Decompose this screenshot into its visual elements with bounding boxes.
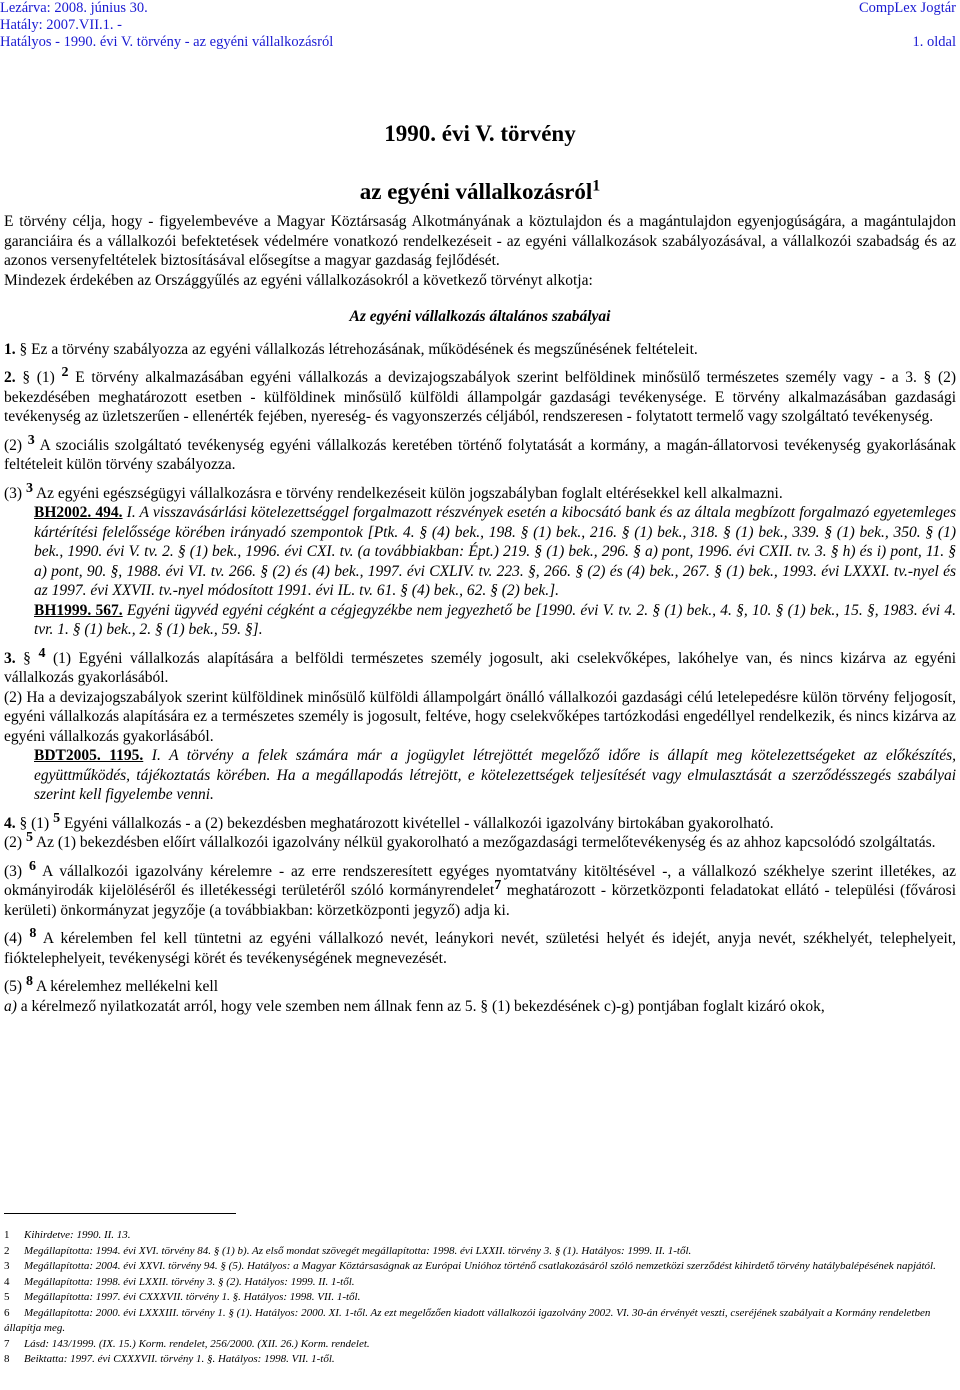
section-number: 1.	[4, 340, 16, 358]
section-2-para-2	[4, 432, 956, 475]
footnote-number: 7	[4, 1337, 10, 1350]
page-header-right	[859, 0, 956, 51]
paragraph-text: Egyéni vállalkozás - a (2) bekezdésben meghatározott kivétellel - vállalkozói igazolvány birtokában gyakorolható.	[63, 814, 774, 832]
footnote-ref[interactable]: 7	[494, 877, 502, 893]
footnote-ref[interactable]: 4	[38, 645, 46, 661]
footnote-text: Megállapította: 1998. évi LXXII. törvény 3. § (2). Hatályos: 1999. II. 1-től.	[24, 1275, 355, 1288]
paragraph-number: (1)	[36, 369, 55, 386]
court-decision-link[interactable]: BH2002. 494.	[34, 504, 123, 521]
footnote-number: 8	[4, 1353, 10, 1365]
section-4-para-4	[4, 925, 956, 968]
footnote-text: Megállapította: 1994. évi XVI. törvény 84. § (1) b). Az első mondat szövegét megállapította: 1998. évi LXXII. törvény 3. § (1). Hatályos: 1999. II. 1-től.	[24, 1244, 692, 1257]
footnote-number: 4	[4, 1275, 10, 1288]
footnote-text: Beiktatta: 1997. évi CXXXVII. törvény 1. §. Hatályos: 1998. VII. 1-től.	[24, 1353, 335, 1365]
paragraph-text: Az (1) bekezdésben előírt vállalkozói igazolvány nélkül gyakorolható a mezőgazdasági termelőtevékenység és az ahhoz kapcsolódó szolgáltatás.	[35, 834, 936, 851]
section-number: 3.	[4, 649, 16, 667]
paragraph-number: (3)	[4, 862, 23, 880]
section-2-para-3	[4, 480, 956, 504]
court-decision-text: I. A törvény a felek számára már a jogügylet létrejöttét megelőző időre is állapít meg kötelezettségeket az előkészítés, együttműködés, tájékoztatás körében. Ha a megállapodás létrejött, e kötelezettségek teljesítését vagy elmulasztását a szerződésszegés szabályai szerint kell figyelembe venni.	[34, 747, 956, 803]
section-3-para-1	[4, 645, 957, 688]
paragraph-number: (4)	[4, 930, 23, 947]
paragraph-number: (5)	[4, 978, 23, 995]
footnote-text: Megállapította: 2000. évi LXXXIII. törvény 1. § (1). Hatályos: 2000. XI. 1-től. Az ezt megelőzően kiadott vállalkozói igazolvány 2002. VI. 30-án érvényét veszti, cseréjének szabályait a Kormány rendeletben állapítja meg.	[4, 1306, 931, 1334]
paragraph-sign: §	[22, 369, 31, 386]
section-number: 4.	[4, 814, 16, 832]
paragraph-text: A kérelemhez mellékelni kell	[35, 978, 219, 995]
footnote	[4, 1306, 956, 1337]
footnote	[4, 1290, 956, 1306]
footnote	[4, 1275, 956, 1291]
paragraph-number: (3)	[4, 484, 23, 502]
footnote-text: Kihirdetve: 1990. II. 13.	[24, 1229, 131, 1241]
document-body	[4, 120, 956, 1016]
section-4-para-2	[4, 829, 956, 853]
paragraph-number: (1)	[31, 814, 50, 832]
court-decision-text: Egyéni ügyvéd egyéni cégként a cégjegyzékbe nem jegyezhető be [1990. évi V. tv. 2. § (1) bek., 4. §, 10. § (1) bek., 15. §, 1983. évi 4. tvr. 1. § (1) bek., 2. § (1) bek., 59. §].	[34, 601, 956, 638]
point-text: a kérelmező nyilatkozatát arról, hogy vele szemben nem állnak fenn az 5. § (1) bekezdésének c)-g) pontjában foglalt kizáró okok,	[20, 997, 825, 1015]
footnote-number: 6	[4, 1306, 10, 1319]
header-document-name: Hatályos - 1990. évi V. törvény - az egyéni vállalkozásról	[0, 34, 334, 50]
footnote-text: Megállapította: 1997. évi CXXXVII. törvény 1. §. Hatályos: 1998. VII. 1-től.	[24, 1291, 361, 1303]
section-text: Ez a törvény szabályozza az egyéni vállalkozás létrehozásának, működésének és megszűnésének feltételeit.	[31, 340, 698, 358]
header-effect-date: Hatály: 2007.VII.1. -	[0, 17, 123, 33]
document-subtitle	[4, 178, 956, 206]
section-4-para-3	[4, 858, 957, 921]
footnote	[4, 1228, 956, 1244]
point-letter: a)	[4, 997, 17, 1015]
footnote-number: 1	[4, 1229, 10, 1241]
footnote-ref[interactable]: 3	[25, 480, 33, 496]
court-decision-text: I. A visszavásárlási kötelezettséggel forgalmazott részvények esetén a kibocsátó bank és az általa megbízott forgalmazó egyetemleges kártérítési felelőssége körében irányadó szempontok [Ptk. 4. § (4) bek., 198. § (1) bek., 216. § (1) bek., 318. § (1) bek., 339. § (1) bek., 350. § (1) bek., 1990. évi V. tv. 2. § (1) bek., 1996. évi CXI. tv. (a továbbiakban: Épt.) 219. § (1) bek., 296. § a) pont, 1996. évi CXII. tv. 3. § h) és i) pont, 11. § a) pont, 90. §, 1988. évi VI. tv. 266. § (2) és (4) bek., 1997. évi CXLIV. tv. 223. §, 266. § (2) és (4) bek., 267. § (1) bek., 1993. évi LXXXI. tv.-nyel és az 1997. évi XXVII. tv.-nyel módosított 1991. évi IL. tv. 61. § (4) bek., 62. § (2) bek.].	[34, 504, 957, 599]
header-closed-date: Lezárva: 2008. június 30.	[0, 0, 148, 16]
paragraph-text: E törvény alkalmazásában egyéni vállalkozás a devizajogszabályok szerint belföldinek minősülő természetes személy vagy - a 3. § (2) bekezdésében meghatározott esetben - külföldinek minősülő külföldi állampolgár gazdasági tevékenysége. E törvény alkalmazásában gazdasági tevékenység az üzletszerűen - ellenérték fejében, nyereség- és vagyonszerzés céljából, rendszeresen - folytatott termelő vagy szolgáltató tevékenység.	[4, 369, 957, 425]
section-4-para-5	[4, 973, 956, 997]
footnote-text: Lásd: 143/1999. (IX. 15.) Korm. rendelet, 256/2000. (XII. 26.) Korm. rendelet.	[24, 1337, 370, 1350]
paragraph-text-continued: meghatározott - körzetközponti feladatokat ellátó - települési (fővárosi kerületi) önkormányzat jegyzője (a továbbiakban: körzetközponti jegyző) adja ki.	[4, 882, 956, 919]
footnote-number: 3	[4, 1260, 10, 1272]
header-publisher: CompLex Jogtár	[858, 0, 956, 16]
paragraph-text: (1) Egyéni vállalkozás alapítására a belföldi természetes személy jogosult, aki cselekvőképes, lakóhelye van, és nincs kizárva az egyéni vállalkozás gyakorlásából.	[4, 649, 957, 686]
footnote	[4, 1352, 956, 1368]
paragraph-sign: §	[19, 340, 28, 358]
court-decision-link[interactable]: BH1999. 567.	[34, 601, 123, 619]
footnote-ref[interactable]: 8	[29, 925, 37, 941]
header-page-number: 1. oldal	[912, 34, 956, 50]
section-heading: Az egyéni vállalkozás általános szabályai	[349, 308, 611, 325]
footnotes	[4, 1228, 956, 1368]
court-decision-link[interactable]: BDT2005. 1195.	[34, 747, 144, 764]
section-4-para-1	[4, 810, 956, 834]
paragraph-text: Az egyéni egészségügyi vállalkozásra e törvény rendelkezéseit külön jogszabályban foglalt eltérésekkel kell alkalmazni.	[35, 484, 783, 502]
subtitle-text: az egyéni vállalkozásról	[359, 179, 593, 204]
paragraph-text: A vállalkozói igazolvány kérelemre - az erre rendszeresített egyéges nyomtatvány kitöltésével -, a vállalkozó székhelye szerint illetékes, az okmányirodák kijelöléséről és illetékességi területéről szóló kormányrendelet	[4, 862, 957, 899]
footnote-number: 5	[4, 1291, 10, 1303]
preamble: E törvény célja, hogy - figyelembevéve a Magyar Köztársaság Alkotmányának a köztulajdon és a magántulajdon egyenjogúságára, a magántulajdon garanciáira és a vállalkozói befektetések védelmére vonatkozó rendelkezéseit - az egyéni vállalkozások szabályozásával, a vállalkozói szabadság és az azonos versenyfeltételek biztosításával elősegítse a magyar gazdaság fejlődését.	[4, 213, 956, 269]
court-decision-2	[34, 601, 956, 640]
footnote	[4, 1337, 956, 1353]
section-1	[4, 340, 956, 360]
paragraph-sign: §	[23, 649, 31, 667]
document-title	[4, 120, 956, 148]
footnote-ref[interactable]: 3	[27, 432, 35, 448]
footnote-ref[interactable]: 8	[25, 973, 33, 989]
footnote-ref[interactable]: 6	[29, 858, 37, 874]
footnote	[4, 1259, 956, 1275]
preamble-enacting: Mindezek érdekében az Országgyűlés az egyéni vállalkozásokról a következő törvényt alkotja:	[4, 271, 593, 289]
paragraph-number: (2)	[4, 834, 23, 851]
footnote-ref[interactable]: 5	[25, 829, 33, 845]
footnote-ref[interactable]: 1	[592, 177, 601, 195]
section-4-point-a	[4, 997, 956, 1017]
section-number: 2.	[4, 369, 16, 386]
section-3-para-2: (2) Ha a devizajogszabályok szerint külföldinek minősülő külföldi állampolgárt önálló vállalkozói gazdasági célú letelepedésre külön törvény feljogosít, egyéni vállalkozás alapítására ez a természetes személy is jogosult, feltéve, hogy cselekvőképes tartózkodási engedéllyel rendelkezik, és nincs kizárva az egyéni vállalkozás gyakorlásából.	[4, 688, 956, 745]
footnote	[4, 1244, 956, 1260]
court-decision-3	[34, 746, 956, 805]
header-empty-line	[859, 17, 956, 34]
footnote-ref[interactable]: 2	[61, 364, 69, 380]
footnote-text: Megállapította: 2004. évi XXVI. törvény 94. § (5). Hatályos: a Magyar Köztársaságnak az Európai Unióhoz történő csatlakozásáról szóló nemzetközi szerződést kihirdető törvény hatálybalépésének napjától.	[24, 1260, 936, 1272]
paragraph-text: A kérelemben fel kell tüntetni az egyéni vállalkozó nevét, leánykori nevét, születési helyét és idejét, anyja nevét, székhelyét, telephelyeit, fióktelephelyeit, tevékenységi körét és tevékenységének megnevezését.	[4, 930, 956, 967]
paragraph-text: A szociális szolgáltató tevékenység egyéni vállalkozás keretében történő folytatását a kormány, a magán-állatorvosi tevékenység gyakorlásának feltételeit külön törvény szabályozza.	[4, 436, 956, 473]
paragraph-sign: §	[19, 814, 28, 832]
section-2-para-1	[4, 364, 957, 427]
title-text: 1990. évi V. törvény	[384, 121, 576, 146]
paragraph-number: (2)	[4, 436, 23, 454]
page-header-left	[0, 0, 333, 51]
footnote-number: 2	[4, 1244, 10, 1257]
footnote-ref[interactable]: 5	[53, 810, 61, 826]
court-decision-1	[34, 503, 956, 601]
footnote-separator	[4, 1213, 236, 1214]
